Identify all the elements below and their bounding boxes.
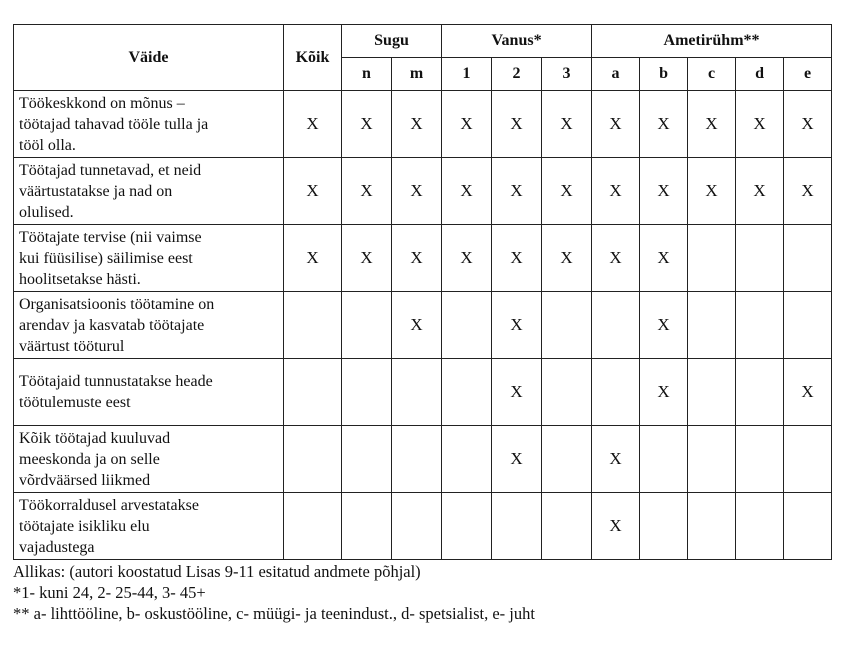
statement-line: Töökeskkond on mõnus –: [19, 94, 185, 112]
header-sub-occupation-d: d: [736, 58, 784, 91]
header-group-gender: Sugu: [342, 25, 442, 58]
statement-cell: [14, 225, 284, 292]
mark-cell: X: [640, 225, 688, 292]
document-page: [13, 24, 831, 624]
mark-cell: X: [592, 225, 640, 292]
header-all: Kõik: [284, 25, 342, 91]
mark-cell: X: [542, 225, 592, 292]
header-sub-occupation-a: a: [592, 58, 640, 91]
table-row: [14, 359, 832, 426]
mark-cell: X: [342, 225, 392, 292]
mark-cell: X: [736, 91, 784, 158]
statement-line: väärtust tööturul: [19, 337, 125, 355]
mark-cell: X: [342, 158, 392, 225]
mark-cell: [784, 225, 832, 292]
statement-line: Organisatsioonis töötamine on: [19, 295, 215, 313]
table-row: [14, 91, 832, 158]
statement-line: Kõik töötajad kuuluvad: [19, 429, 171, 447]
mark-cell: [736, 292, 784, 359]
mark-cell: [640, 426, 688, 493]
mark-cell: X: [392, 292, 442, 359]
statement-line: Töötajad tunnetavad, et neid: [19, 161, 202, 179]
statement-cell: [14, 493, 284, 560]
header-group-age: Vanus*: [442, 25, 592, 58]
mark-cell: [592, 359, 640, 426]
mark-cell: [784, 292, 832, 359]
mark-cell: X: [640, 292, 688, 359]
statement-line: vajadustega: [19, 538, 95, 556]
mark-cell: [284, 426, 342, 493]
mark-cell: [736, 225, 784, 292]
mark-cell: X: [392, 91, 442, 158]
source-note: Allikas: (autori koostatud Lisas 9-11 esitatud andmete põhjal): [13, 562, 421, 581]
mark-cell: X: [542, 91, 592, 158]
statement-line: väärtustatakse ja nad on: [19, 182, 173, 200]
mark-cell: X: [492, 426, 542, 493]
header-group-occupation: Ametirühm**: [592, 25, 832, 58]
occupation-group-note: ** a- lihttööline, b- oskustööline, c- müügi- ja teenindust., d- spetsialist, e- juht: [13, 604, 535, 623]
mark-cell: [688, 225, 736, 292]
mark-cell: [392, 426, 442, 493]
mark-cell: [342, 426, 392, 493]
mark-cell: X: [284, 225, 342, 292]
mark-cell: X: [640, 91, 688, 158]
table-row: [14, 225, 832, 292]
header-sub-occupation-b: b: [640, 58, 688, 91]
statement-cell: [14, 292, 284, 359]
mark-cell: X: [688, 158, 736, 225]
mark-cell: X: [442, 158, 492, 225]
mark-cell: [442, 493, 492, 560]
statement-line: Töötajaid tunnustatakse heade: [19, 373, 213, 390]
mark-cell: [284, 493, 342, 560]
mark-cell: [784, 493, 832, 560]
mark-cell: [342, 359, 392, 426]
mark-cell: [688, 426, 736, 493]
statement-cell: [14, 91, 284, 158]
mark-cell: X: [492, 158, 542, 225]
mark-cell: [592, 292, 640, 359]
header-statement: Väide: [14, 25, 284, 91]
statement-line: Töökorraldusel arvestatakse: [19, 496, 199, 514]
mark-cell: X: [392, 158, 442, 225]
mark-cell: [542, 426, 592, 493]
mark-cell: [784, 426, 832, 493]
mark-cell: X: [392, 225, 442, 292]
mark-cell: X: [592, 91, 640, 158]
mark-cell: X: [640, 158, 688, 225]
mark-cell: [640, 493, 688, 560]
statement-line: Töötajate tervise (nii vaimse: [19, 228, 202, 246]
mark-cell: X: [592, 493, 640, 560]
mark-cell: X: [342, 91, 392, 158]
header-sub-age-1: 1: [442, 58, 492, 91]
mark-cell: [284, 359, 342, 426]
statement-line: olulised.: [19, 203, 74, 221]
header-sub-gender-n: n: [342, 58, 392, 91]
table-row: [14, 158, 832, 225]
mark-cell: X: [542, 158, 592, 225]
mark-cell: [342, 493, 392, 560]
mark-cell: X: [640, 359, 688, 426]
mark-cell: X: [284, 158, 342, 225]
mark-cell: [342, 292, 392, 359]
statement-line: tööl olla.: [19, 136, 76, 154]
mark-cell: [392, 359, 442, 426]
header-sub-gender-m: m: [392, 58, 442, 91]
mark-cell: [736, 493, 784, 560]
mark-cell: [542, 292, 592, 359]
mark-cell: X: [784, 91, 832, 158]
mark-cell: [736, 359, 784, 426]
age-group-note: *1- kuni 24, 2- 25-44, 3- 45+: [13, 583, 206, 602]
mark-cell: [688, 292, 736, 359]
table-body: [14, 91, 832, 560]
mark-cell: X: [492, 292, 542, 359]
mark-cell: X: [442, 225, 492, 292]
statement-line: meeskonda ja on selle: [19, 450, 160, 468]
mark-cell: X: [492, 359, 542, 426]
mark-cell: [442, 292, 492, 359]
statement-line: võrdväärsed liikmed: [19, 471, 151, 489]
mark-cell: X: [592, 426, 640, 493]
statement-line: töötulemuste eest: [19, 394, 131, 411]
survey-table: [13, 24, 832, 560]
mark-cell: [442, 426, 492, 493]
mark-cell: [736, 426, 784, 493]
statement-line: kui füüsilise) säilimise eest: [19, 249, 193, 267]
header-sub-occupation-c: c: [688, 58, 736, 91]
header-sub-occupation-e: e: [784, 58, 832, 91]
mark-cell: [392, 493, 442, 560]
statement-line: töötajate isikliku elu: [19, 517, 150, 535]
table-row: [14, 292, 832, 359]
statement-line: hoolitsetakse hästi.: [19, 270, 141, 288]
mark-cell: [492, 493, 542, 560]
mark-cell: X: [442, 91, 492, 158]
mark-cell: X: [492, 91, 542, 158]
statement-line: töötajad tahavad tööle tulla ja: [19, 115, 209, 133]
header-sub-age-2: 2: [492, 58, 542, 91]
mark-cell: [284, 292, 342, 359]
mark-cell: X: [492, 225, 542, 292]
table-row: [14, 493, 832, 560]
statement-cell: [14, 359, 284, 426]
mark-cell: [542, 359, 592, 426]
table-row: [14, 426, 832, 493]
statement-cell: [14, 158, 284, 225]
header-sub-age-3: 3: [542, 58, 592, 91]
mark-cell: [542, 493, 592, 560]
mark-cell: X: [784, 359, 832, 426]
mark-cell: [688, 359, 736, 426]
mark-cell: X: [592, 158, 640, 225]
mark-cell: X: [688, 91, 736, 158]
statement-line: arendav ja kasvatab töötajate: [19, 316, 205, 334]
mark-cell: [688, 493, 736, 560]
mark-cell: X: [784, 158, 832, 225]
mark-cell: X: [284, 91, 342, 158]
statement-cell: [14, 426, 284, 493]
mark-cell: X: [736, 158, 784, 225]
mark-cell: [442, 359, 492, 426]
table-notes: [13, 561, 831, 624]
